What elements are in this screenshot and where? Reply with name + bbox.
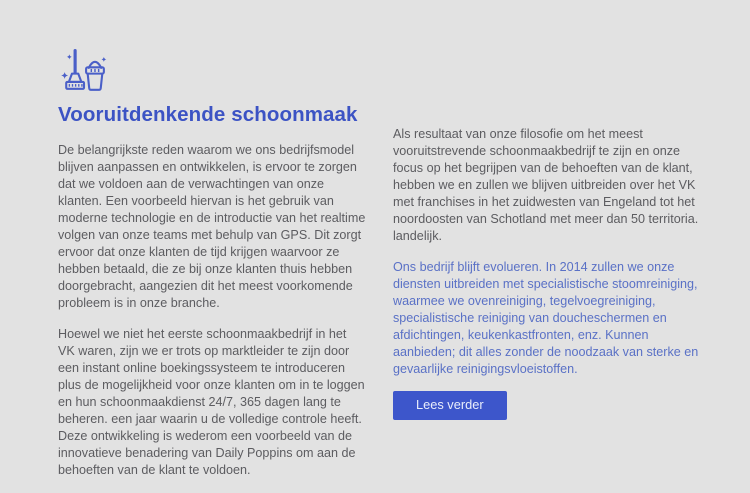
left-paragraph-2: Hoewel we niet het eerste schoonmaakbedrijf in het VK waren, zijn we er trots op marktleider te zijn door een instant online boekingssysteem te introduceren plus de mogelijkheid voor onze klanten om in te loggen en hun schoonmaakdienst 24/7, 365 dagen lang te beheren. een jaar waarin u de volledige controle heeft. Deze ontwikkeling is wederom een voorbeeld van de innovatieve benadering van Daily Poppins om aan de behoeften van de klant te voldoen. bbox=[58, 327, 365, 477]
left-paragraph-1: De belangrijkste reden waarom we ons bedrijfsmodel blijven aanpassen en ontwikkelen, is ervoor te zorgen dat we voldoen aan de verwachtingen van onze klanten. Een voorbeeld hiervan is het gebruik van moderne technologie en de introductie van het realtime volgen van onze teams met behulp van GPS. Dit zorgt ervoor dat onze klanten de tijd krijgen waarvoor ze hebben betaald, die ze bij onze klanten thuis hebben doorgebracht, aangezien dit het meest voorkomende probleem is in onze branche. bbox=[58, 143, 366, 310]
right-text-column bbox=[393, 126, 701, 420]
cleaning-broom-bucket-icon bbox=[61, 48, 107, 94]
right-paragraph: Als resultaat van onze filosofie om het meest vooruitstrevende schoonmaakbedrijf te zijn en onze focus op het begrijpen van de behoeften van de klant, hebben we en zullen we blijven uitbreiden over het VK met franchises in het zuidwesten van Engeland tot het noordoosten van Schotland met meer dan 50 territoria. landelijk. bbox=[393, 127, 699, 243]
right-accent-paragraph: Ons bedrijf blijft evolueren. In 2014 zullen we onze diensten uitbreiden met specialistische stoomreiniging, waarmee we ovenreiniging, tegelvoegreiniging, specialistische reiniging van doucheschermen en afdichtingen, keukenkastfronten, enz. Kunnen aanbieden; dit alles zonder de noodzaak van sterke en gevaarlijke reinigingsvloeistoffen. bbox=[393, 260, 699, 376]
left-text-column bbox=[58, 142, 366, 493]
read-more-button[interactable]: Lees verder bbox=[393, 391, 507, 420]
section-title: Vooruitdenkende schoonmaak bbox=[58, 103, 358, 126]
two-column-text bbox=[58, 127, 700, 493]
